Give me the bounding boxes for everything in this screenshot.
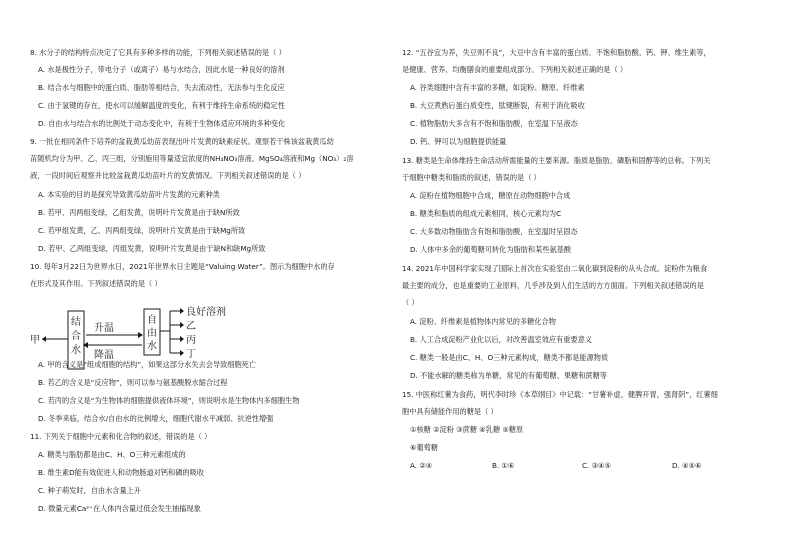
question-15-stem-line2: 胞中具有储能作用的糖是（ ） [402, 407, 498, 416]
diagram-label-yi: 乙 [186, 321, 196, 332]
branch-3-arrow-icon [180, 336, 184, 342]
question-12-option-b: B. 大豆煮熟后蛋白质变性，肽键断裂，有利于消化吸收 [410, 101, 585, 110]
question-8-stem: 8. 水分子的结构特点决定了它具有多种多样的功能，下列相关叙述错误的是（ ） [30, 48, 286, 57]
question-12-stem-line1: 12. “五谷宜为养，失豆则不良”，大豆中含有丰富的蛋白质、不饱和脂肪酸、钙、钾、维生素等， [402, 48, 711, 57]
question-14-stem-line3: （ ） [402, 298, 419, 307]
question-13-stem-line1: 13. 糖类是生命体维持生命活动所需能量的主要来源。脂质是脂肪、磷脂和固醇等的总称。下列关 [402, 156, 711, 165]
question-9-option-a: A. 本实验的目的是探究导致黄瓜幼苗叶片发黄的元素种类 [38, 190, 220, 199]
diagram-label-ding: 丁 [186, 349, 196, 360]
question-10-option-a: A. 甲的含义是“组成细胞的结构”，如果这部分水失去会导致细胞死亡 [38, 360, 257, 369]
question-13-stem-line2: 于细胞中糖类和脂质的叙述，错误的是（ ） [402, 173, 541, 182]
question-9-stem-line2: 苗随机均分为甲、乙、丙三组，分别施用等量适宜浓度的NH₄NO₃溶液、MgSO₄溶液和Mg（NO₃）₂溶 [30, 154, 354, 163]
diagram-char-jie: 结 [71, 317, 81, 328]
question-11-option-b: B. 维生素D能有效促进人和动物肠道对钙和磷的吸收 [38, 468, 204, 477]
branch-4-arrow-icon [180, 350, 184, 356]
question-15-option-d: D. ④⑤⑥ [672, 461, 702, 470]
question-8-option-c: C. 由于氢键的存在，使水可以缓解温度的变化，有利于维持生命系统的稳定性 [38, 101, 285, 110]
diagram-char-zi: 自 [147, 315, 157, 326]
question-12-stem-line2: 是健康、营养、均衡膳食的重要组成部分。下列相关叙述正确的是（ ） [402, 65, 628, 74]
question-14-option-d: D. 不能水解的糖类称为单糖，常见的有葡萄糖、果糖和蔗糖等 [410, 371, 607, 380]
diagram-char-shui-right: 水 [147, 341, 157, 352]
question-10-option-b: B. 若乙的含义是“反应物”，则可以参与氨基酸脱水缩合过程 [38, 378, 228, 387]
question-10-stem-line1: 10. 每年3月22日为世界水日，2021年世界水日主题是“Valuing Water”。图示为细胞中水的存 [30, 262, 335, 271]
branch-2-arrow-icon [180, 322, 184, 328]
question-8-option-a: A. 水是极性分子，带电分子（或离子）易与水结合，因此水是一种良好的溶剂 [38, 65, 285, 74]
branch-1-arrow-icon [180, 308, 184, 314]
question-11-option-c: C. 种子萌发时，自由水含量上升 [38, 486, 142, 495]
question-9-option-b: B. 若甲、丙两组变绿，乙组发黄，说明叶片发黄是由于缺N所致 [38, 208, 240, 217]
question-11-option-a: A. 糖类与脂肪都是由C、H、O三种元素组成的 [38, 450, 186, 459]
question-9-option-c: C. 若甲组发黄，乙、丙两组变绿，说明叶片发黄是由于缺Mg所致 [38, 226, 246, 235]
question-9-stem-line1: 9. 一批在相同条件下培养的盆栽黄瓜幼苗表现出叶片发黄的缺素症状。观察若干株该盆栽黄瓜幼 [30, 137, 334, 146]
question-15-option-a: A. ②④ [410, 461, 433, 470]
question-14-stem-line2: 最主要的成分，也是重要的工业原料，几乎涉及到人们生活的方方面面。下列相关叙述错误的是 [402, 281, 704, 290]
question-14-option-b: B. 人工合成淀粉产业化以后，对改善温室效应有重要意义 [410, 335, 593, 344]
diagram-label-cool: 降温 [94, 350, 114, 361]
diagram-label-bing: 丙 [186, 335, 196, 346]
question-10-stem-line2: 在形式及其作用。下列叙述错误的是（ ） [30, 279, 162, 288]
question-8-option-b: B. 结合水与细胞中的蛋白质、脂肪等相结合，失去流动性，无法参与生化反应 [38, 83, 285, 92]
question-12-option-a: A. 谷类细胞中含有丰富的多糖，如淀粉、糖原、纤维素 [410, 83, 585, 92]
diagram-label-solvent: 良好溶剂 [186, 307, 226, 318]
question-14-option-c: C. 糖类一般是由C、H、O三种元素构成，糖类不都是能源物质 [410, 353, 609, 362]
diagram-char-shui-left: 水 [71, 345, 81, 356]
question-10-option-d: D. 冬季来临，结合水/自由水的比例增大，细胞代谢水平减弱、抗逆性增强 [38, 414, 274, 423]
question-15-items-line1: ①核糖 ②淀粉 ③蔗糖 ④乳糖 ⑤糖原 [410, 425, 524, 434]
question-9-option-d: D. 若甲、乙两组变绿，丙组发黄，说明叶片发黄是由于缺N和缺Mg所致 [38, 244, 266, 253]
diagram-char-he: 合 [71, 331, 81, 342]
arrow-warm-head-icon [138, 332, 143, 338]
question-9-stem-line3: 液，一段时间后观察并比较盆栽黄瓜幼苗叶片的发黄情况。下列相关叙述错误的是（ ） [30, 171, 306, 180]
question-12-option-d: D. 钙、钾可以为细胞提供能量 [410, 137, 507, 146]
question-12-option-c: C. 植物脂肪大多含有不饱和脂肪酸，在室温下呈液态 [410, 119, 578, 128]
question-15-stem-line1: 15. 中医称红薯为食药，明代李时珍《本草纲目》中记载：“甘薯补虚，健脾开胃，强肾阴”，红薯细 [402, 390, 718, 399]
question-14-stem-line1: 14. 2021年中国科学家实现了国际上首次在实验室由二氧化碳到淀粉的从头合成。淀粉作为粮食 [402, 264, 708, 273]
question-15-items-line2: ⑥葡萄糖 [410, 443, 439, 452]
question-13-option-d: D. 人体中多余的葡萄糖可转化为脂肪和某些氨基酸 [410, 245, 572, 254]
question-15-option-b: B. ①⑥ [492, 461, 515, 470]
question-13-option-c: C. 大多数动物脂肪含有饱和脂肪酸，在室温时呈固态 [410, 227, 578, 236]
question-15-option-c: C. ③④⑤ [582, 461, 611, 470]
diagram-char-you: 由 [147, 328, 157, 339]
diagram-label-warm: 升温 [94, 323, 114, 334]
diagram-label-jia: 甲 [30, 335, 40, 346]
question-8-option-d: D. 自由水与结合水的比例处于动态变化中，有利于生物体适应环境的多种变化 [38, 119, 286, 128]
question-14-option-a: A. 淀粉、纤维素是植物体内常见的多糖化合物 [410, 317, 556, 326]
question-13-option-a: A. 淀粉在植物细胞中合成，糖原在动物细胞中合成 [410, 191, 571, 200]
question-11-stem: 11. 下列关于细胞中元素和化合物的叙述，错误的是（ ） [30, 432, 212, 441]
question-11-option-d: D. 微量元素Ca²⁺在人体内含量过低会发生抽搐现象 [38, 504, 201, 513]
question-13-option-b: B. 糖类和脂质的组成元素相同，核心元素均为C [410, 209, 562, 218]
arrow-head-icon [42, 336, 46, 342]
question-10-option-c: C. 若丙的含义是“为生物体的细胞提供液体环境”，则说明水是生物体内多细胞生物 [38, 396, 300, 405]
